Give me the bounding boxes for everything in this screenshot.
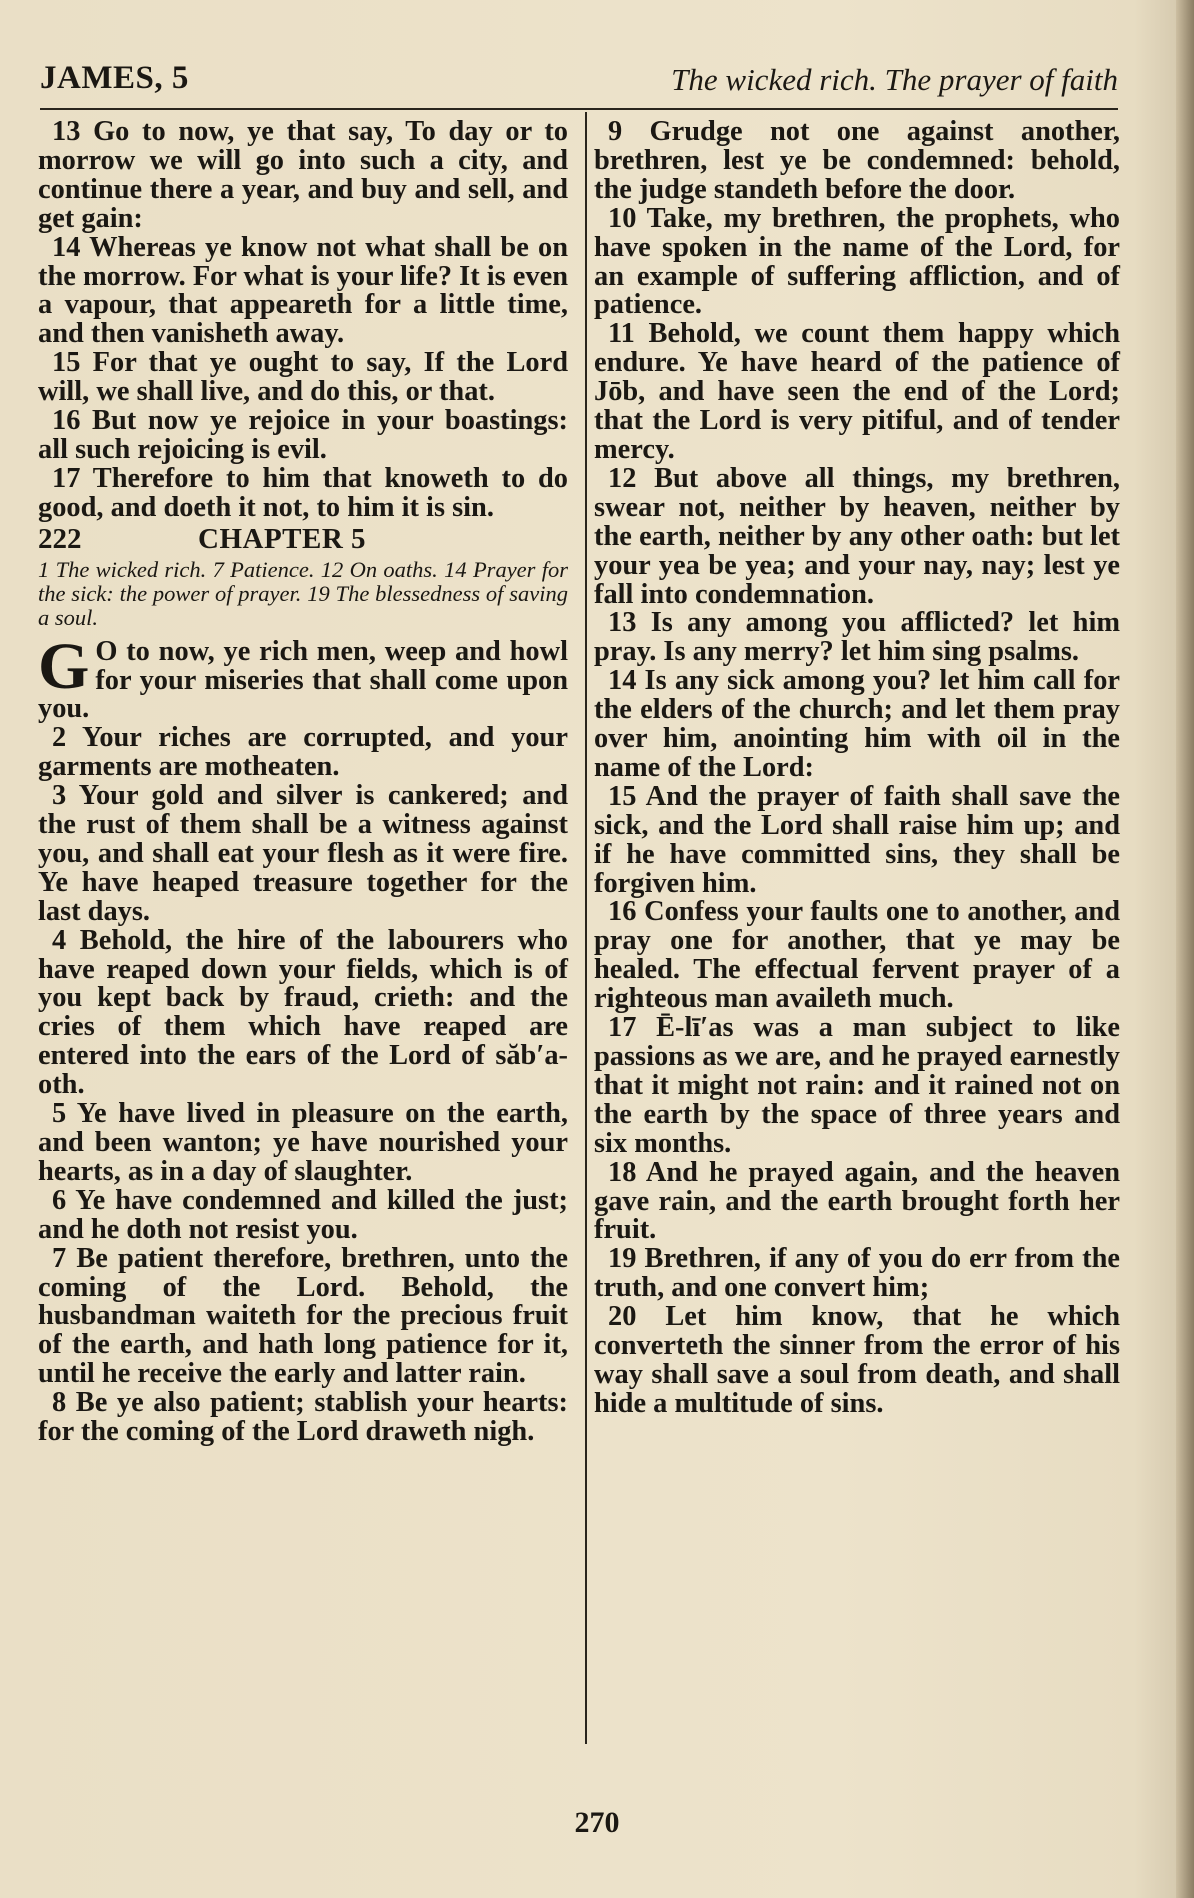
chapter-summary: 1 The wicked rich. 7 Patience. 12 On oaths. 14 Prayer for the sick: the power of prayer. 19 The blessedness of saving a soul. xyxy=(38,556,568,630)
book-reference: JAMES, 5 xyxy=(40,60,189,96)
verse-14: 14 Whereas ye know not what shall be on the morrow. For what is your life? It is even a vapour, that appeareth for a little time, and then vanisheth away. xyxy=(38,231,568,350)
running-title: The wicked rich. The prayer of faith xyxy=(671,62,1118,97)
verse-5: 5 Ye have lived in pleasure on the earth, and been wanton; ye have nourished your hearts, as in a day of slaughter. xyxy=(38,1098,568,1187)
chapter-opening-verse xyxy=(38,629,568,725)
verse-13: 13 Go to now, ye that say, To day or to morrow we will go into such a city, and continue there a year, and buy and sell, and get gain: xyxy=(38,116,568,234)
verse-16: 16 But now ye rejoice in your boastings: all such rejoicing is evil. xyxy=(38,405,568,465)
verse-10: 10 Take, my brethren, the prophets, who have spoken in the name of the Lord, for an example of suffering affliction, and of patience. xyxy=(594,202,1120,321)
column-divider xyxy=(585,112,587,1744)
page-number: 270 xyxy=(574,1806,620,1839)
verse-17: 17 Therefore to him that knoweth to do good, and doeth it not, to him it is sin. xyxy=(38,462,568,523)
verse-7: 7 Be patient therefore, brethren, unto the coming of the Lord. Behold, the husbandman waiteth for the precious fruit of the earth, and hath long patience for it, until he receive the early and latter rain. xyxy=(38,1242,568,1390)
chapter-heading xyxy=(38,522,568,555)
chapter-title: CHAPTER 5 xyxy=(198,522,367,555)
verse-8: 8 Be ye also patient; stablish your hearts: for the coming of the Lord draweth nigh. xyxy=(38,1387,568,1448)
verse-9: 9 Grudge not one against another, brethren, lest ye be condemned: behold, the judge standeth before the door. xyxy=(594,116,1120,205)
verse-14-right: 14 Is any sick among you? let him call for the elders of the church; and let them pray over him, anointing him with oil in the name of the Lord: xyxy=(594,665,1120,783)
verse-11: 11 Behold, we count them happy which endure. Ye have heard of the patience of Jōb, and have seen the end of the Lord; that the Lord is very pitiful, and of tender mercy. xyxy=(594,318,1120,465)
verse-15: 15 For that ye ought to say, If the Lord will, we shall live, and do this, or that. xyxy=(38,347,568,408)
verse-4: 4 Behold, the hire of the labourers who have reaped down your fields, which is of you kept back by fraud, crieth: and the cries of them which have reaped are entered into the ears of the Lord of săb′a-oth. xyxy=(38,924,568,1101)
verse-3: 3 Your gold and silver is cankered; and the rust of them shall be a witness against you, and shall eat your flesh as it were fire. Ye have heaped treasure together for the last days. xyxy=(38,780,568,927)
verse-13-right: 13 Is any among you afflicted? let him pray. Is any merry? let him sing psalms. xyxy=(594,607,1120,668)
header-rule xyxy=(40,108,1118,110)
chapter-page-number: 222 xyxy=(38,522,82,555)
page-edge-shadow xyxy=(1176,0,1194,1898)
verse-19: 19 Brethren, if any of you do err from the truth, and one convert him; xyxy=(594,1243,1120,1304)
verse-12: 12 But above all things, my brethren, swear not, neither by heaven, neither by the earth, neither by any other oath: but let your yea be yea; and your nay, nay; lest ye fall into condemnation. xyxy=(594,462,1120,610)
verse-17-right: 17 Ē-lī′as was a man subject to like passions as we are, and he prayed earnestly that it might not rain: and it rained not on the earth by the space of three years and six months. xyxy=(594,1012,1120,1159)
verse-2: 2 Your riches are corrupted, and your garments are motheaten. xyxy=(38,722,568,783)
right-column xyxy=(594,118,1120,1419)
opening-text: O to now, ye rich men, weep and howl for your miseries that shall come upon you. xyxy=(38,635,568,725)
running-header xyxy=(40,60,1118,104)
verse-16-right: 16 Confess your faults one to another, and pray one for another, that ye may be healed. The effectual fervent prayer of a righteous man availeth much. xyxy=(594,896,1120,1015)
verse-18: 18 And he prayed again, and the heaven gave rain, and the earth brought forth her fruit. xyxy=(594,1156,1120,1246)
drop-cap: G xyxy=(38,629,90,703)
verse-20: 20 Let him know, that he which converteth the sinner from the error of his way shall save a soul from death, and shall hide a multitude of sins. xyxy=(594,1301,1120,1419)
verse-15-right: 15 And the prayer of faith shall save the sick, and the Lord shall raise him up; and if he have committed sins, they shall be forgiven him. xyxy=(594,780,1120,899)
verse-6: 6 Ye have condemned and killed the just; and he doth not resist you. xyxy=(38,1184,568,1245)
left-column xyxy=(38,118,568,1447)
